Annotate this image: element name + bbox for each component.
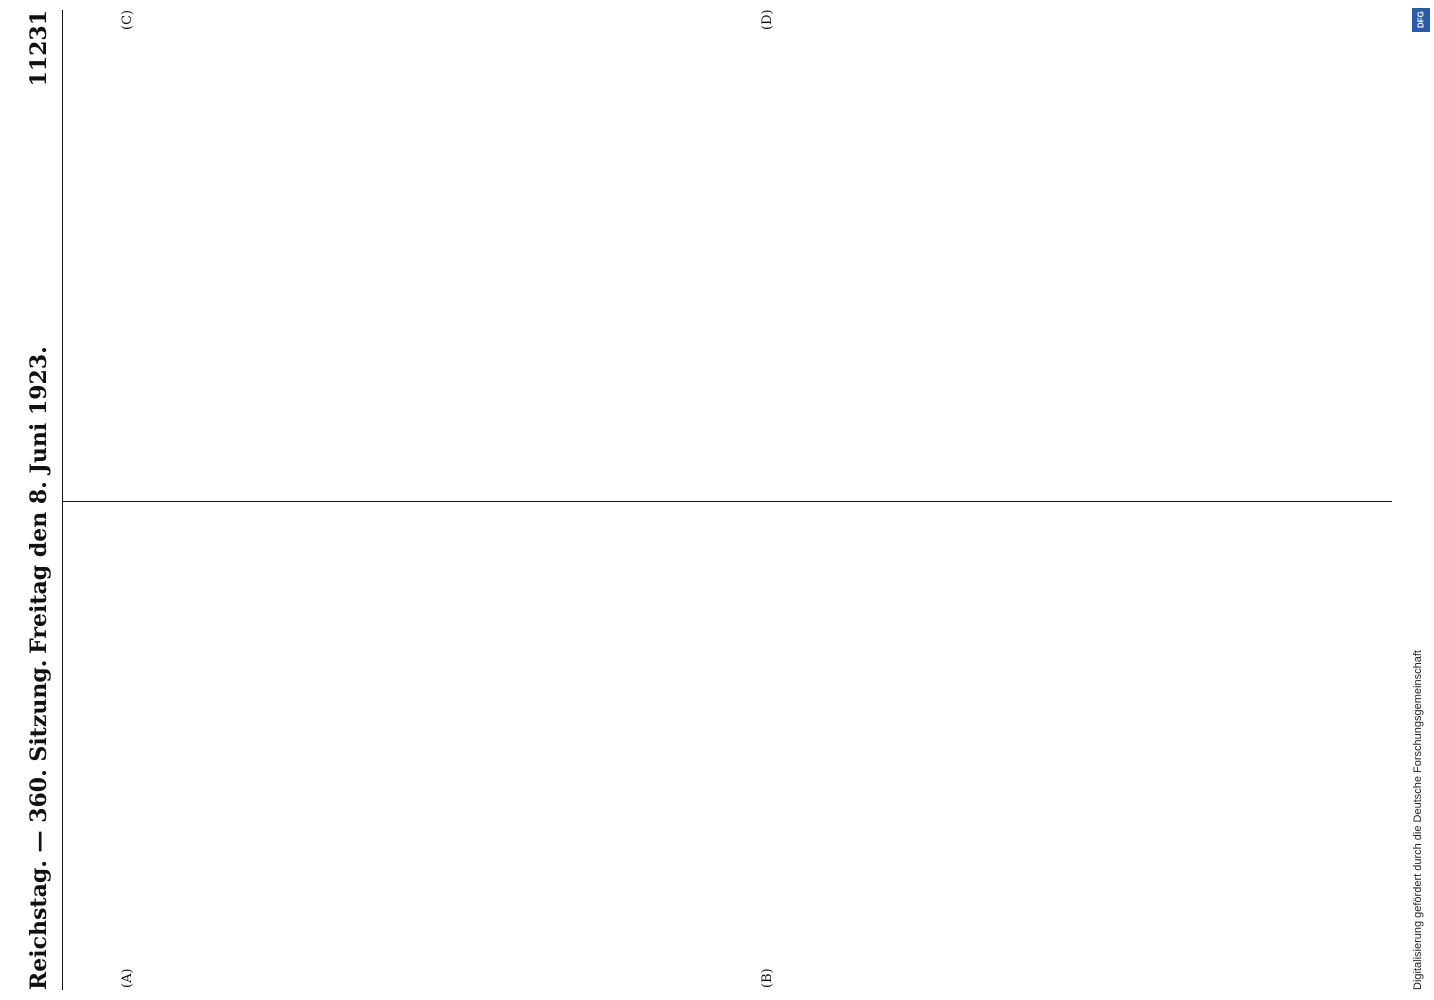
margin-marker-a: (A): [120, 968, 135, 988]
page-number: 11231: [26, 10, 52, 87]
page-header: [20, 10, 60, 990]
margin-marker-b: (B): [760, 968, 775, 988]
digitization-note: [1404, 0, 1434, 1000]
header-rule: [62, 10, 63, 990]
header-date: Freitag den 8. Juni 1923.: [26, 346, 52, 654]
right-column: [70, 20, 1390, 480]
header-left: Reichstag. — 360. Sitzung.: [26, 659, 52, 990]
digitization-note-text: Digitalisierung gefördert durch die Deutsche Forschungsgemeinschaft: [1412, 650, 1424, 990]
left-column: [70, 500, 1390, 960]
margin-marker-d: (D): [760, 9, 775, 30]
dfg-logo: DFG: [1412, 8, 1430, 32]
margin-marker-c: (C): [120, 9, 135, 30]
